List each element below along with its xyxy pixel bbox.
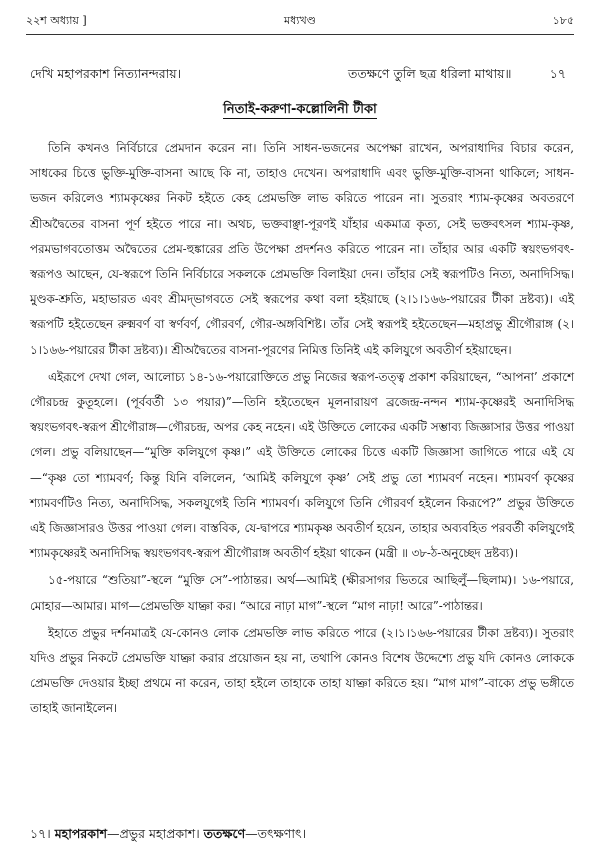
chapter-label: ২২শ অধ্যায় ] (26, 14, 87, 27)
gloss-number: ১৭। (30, 826, 51, 841)
verse-17-gloss (30, 826, 574, 846)
commentary-paragraph-4: ইহাতে প্রভুর দর্শনমাত্রই যে-কোনও লোক প্রেমভক্তি লাভ করিতে পারে (২।১।১৬৬-পয়ারের টীকা দ্রষ্টব্য)। সুতরাং যদিও প্রভুর নিকটে প্রেমভক্তি যাচ্ঞা করার প্রয়োজন হয় না, তথাপি কোনও বিশেষ উদ্দেশ্যে প্রভু যদি কোনও লোককে প্রেমভক্তি দেওয়ার ইচ্ছা প্রথমে না করেন, তাহা হইলে তাহাকে তাহা যাচ্ঞা করিতে হয়। “মাগ মাগ”-বাক্যে প্রভু ভঙ্গীতে তাহাই জানাইলেন। (30, 625, 574, 716)
commentary-paragraph-3: ১৫-পয়ারে “শুতিয়া”-স্থলে “মুক্তি সে”-পাঠান্তর। অর্থ—আমিই (ক্ষীরসাগর ভিতরে আছিলুঁ—ছিলাম)। ১৬-পয়ারে, মোহার—আমার। মাগ—প্রেমভক্তি যাচ্ঞা কর। “আরে নাঢ়া মাগ”-স্থলে “মাগ নাঢ়া! আরে”-পাঠান্তর। (30, 573, 574, 613)
commentary-body (30, 136, 574, 722)
verse-line-2: ততক্ষণে তুলি ছত্র ধরিলা মাথায়॥ (348, 66, 512, 81)
commentary-paragraph-1: তিনি কখনও নির্বিচারে প্রেমদান করেন না। তিনি সাধন-ভজনের অপেক্ষা রাখেন, অপরাধাদির বিচার করেন, সাধকের চিত্তে ভুক্তি-মুক্তি-বাসনা আছে কি না, তাহাও দেখেন। অপরাধাদি এবং ভুক্তি-মুক্তি-বাসনা থাকিলে; সাধন-ভজন করিলেও শ্যামকৃষ্ণের নিকট হইতে কেহ প্রেমভক্তি লাভ করিতে পারেন না। সুতরাং শ্যাম-কৃষ্ণের অবতরণে শ্রীঅদ্বৈতের বাসনা পূর্ণ হইতে পারে না। অথচ, ভক্তবাঞ্ছা-পূরণই যাঁহার একমাত্র কৃত্য, সেই ভক্তবৎসল শ্যাম-কৃষ্ণ, পরমভাগবতোত্তম অদ্বৈতের প্রেম-হুঙ্কারের প্রতি উপেক্ষা প্রদর্শনও করিতে পারেন না। তাঁহার আর একটি স্বয়ংভগবৎ-স্বরূপও আছেন, যে-স্বরূপে তিনি নির্বিচারে সকলকে প্রেমভক্তি বিলাইয়া দেন। তাঁহার সেই স্বরূপটিও নিত্য, অনাদিসিদ্ধ। মুণ্ডক-শ্রুতি, মহাভারত এবং শ্রীমদ্‌ভাগবতে সেই স্বরূপের কথা বলা হইয়াছে (২।১।১৬৬-পয়ারের টীকা দ্রষ্টব্য)। এই স্বরূপটি হইতেছেন রুক্মবর্ণ বা স্বর্ণবর্ণ, গৌরবর্ণ, গৌর-অঙ্গবিশিষ্ট। তাঁর সেই স্বরূপই হইতেছেন—মহাপ্রভু শ্রীগৌরাঙ্গ (২।১।১৬৬-পয়ারের টীকা দ্রষ্টব্য)। শ্রীঅদ্বৈতের বাসনা-পূরণের নিমিত্ত তিনিই এই কলিযুগে অবতীর্ণ হইয়াছেন। (30, 141, 574, 357)
verse-line-1: দেখি মহাপরকাশ নিত্যানন্দরায়। (30, 66, 182, 81)
commentary-paragraph-2: এইরূপে দেখা গেল, আলোচ্য ১৪-১৬-পয়ারোক্তিতে প্রভু নিজের স্বরূপ-তত্ত্ব প্রকাশ করিয়াছেন, “আপনা’ প্রকাশে গৌরচন্দ্র কুতূহলে। (পূর্ববর্তী ১৩ পয়ার)”—তিনি হইতেছেন মূলনারায়ণ ব্রজেন্দ্র-নন্দন শ্যাম-কৃষ্ণেরই অনাদিসিদ্ধ স্বয়ংভগবৎ-স্বরূপ শ্রীগৌরাঙ্গ—গৌরচন্দ্র, অপর কেহ নহেন। এই উক্তিতে লোকের একটি সম্ভাব্য জিজ্ঞাসার উত্তর পাওয়া গেল। প্রভু বলিয়াছেন—“মুক্তি কলিযুগে কৃষ্ণ।” এই উক্তিতে লোকের চিত্তে একটি জিজ্ঞাসা জাগিতে পারে এই যে—“কৃষ্ণ তো শ্যামবর্ণ; কিন্তু যিনি বলিলেন, ‘আমিই কলিযুগে কৃষ্ণ’ সেই প্রভু তো শ্যামবর্ণ নহেন। শ্যামবর্ণ কৃষ্ণের শ্যামবর্ণটিও নিত্য, অনাদিসিদ্ধ, সকলযুগেই তিনি শ্যামবর্ণ। কলিযুগে তিনি গৌরবর্ণ হইলেন কিরূপে?” প্রভুর উক্তিতে এই জিজ্ঞাসারও উত্তর পাওয়া গেল। বাস্তবিক, যে-দ্বাপরে শ্যামকৃষ্ণ অবতীর্ণ হয়েন, তাহার অব্যবহিত পরবর্তী কলিযুগেই শ্যামকৃষ্ণেরই অনাদিসিদ্ধ স্বয়ংভগবৎ-স্বরূপ শ্রীগৌরাঙ্গ অবতীর্ণ হইয়া থাকেন (মন্ত্রী ॥ ৩৮-ঠ-অনুচ্ছেদ দ্রষ্টব্য)। (30, 369, 574, 561)
verse-17 (30, 66, 574, 86)
header-rule (26, 34, 574, 35)
page-number: ১৮৫ (552, 14, 574, 27)
commentary-title (0, 100, 600, 121)
gloss-term-1: মহাপরকাশ (54, 826, 107, 841)
section-title: মধ্যখণ্ড (283, 14, 316, 27)
gloss-term-2: ততক্ষণে (203, 826, 246, 841)
gloss-meaning-2: —তৎক্ষণাৎ। (245, 826, 307, 841)
gloss-meaning-1: —প্রভুর মহাপ্রকাশ। (106, 826, 200, 841)
commentary-title-text: নিতাই-করুণা-কল্লোলিনী টীকা (223, 102, 377, 117)
verse-number: ১৭ (549, 66, 566, 81)
running-header (26, 12, 574, 32)
